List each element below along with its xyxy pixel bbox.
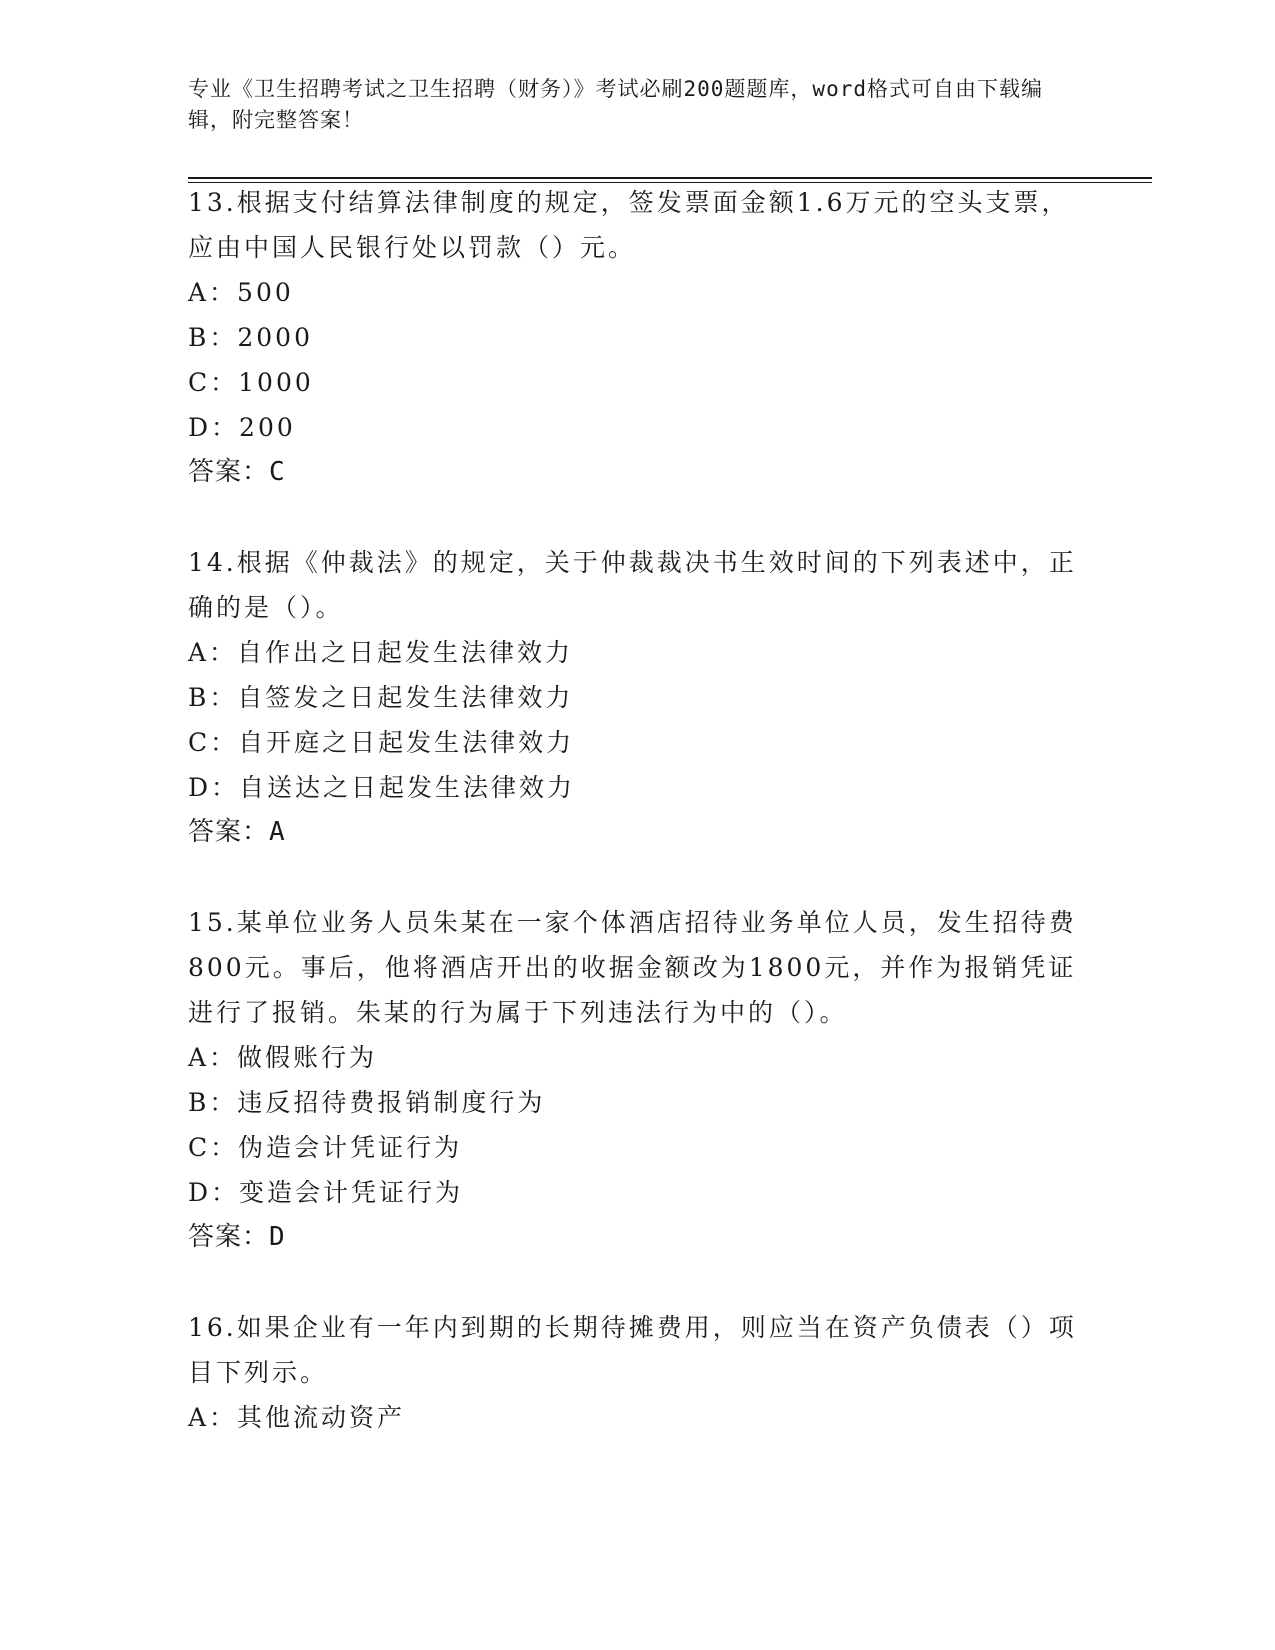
option-b: B：2000 [188, 323, 313, 352]
question-13 [188, 180, 1088, 495]
option-d: D：变造会计凭证行为 [188, 1178, 464, 1207]
document-header: 专业《卫生招聘考试之卫生招聘（财务）》考试必刷200题题库，word格式可自由下载编辑，附完整答案！ [188, 77, 1043, 132]
option-c: C：自开庭之日起发生法律效力 [188, 728, 575, 757]
option-a: A：其他流动资产 [188, 1403, 406, 1432]
question-14 [188, 540, 1088, 855]
answer-label: 答案：C [188, 457, 286, 487]
option-a: A：自作出之日起发生法律效力 [188, 638, 574, 667]
option-c: C：伪造会计凭证行为 [188, 1133, 463, 1162]
option-c: C：1000 [188, 368, 314, 397]
option-b: B：自签发之日起发生法律效力 [188, 683, 574, 712]
question-16 [188, 1305, 1088, 1440]
option-b: B：违反招待费报销制度行为 [188, 1088, 546, 1117]
question-stem: 13.根据支付结算法律制度的规定，签发票面金额1.6万元的空头支票，应由中国人民银行处以罚款（）元。 [188, 188, 1070, 262]
answer-label: 答案：D [188, 1222, 286, 1252]
question-stem: 14.根据《仲裁法》的规定，关于仲裁裁决书生效时间的下列表述中，正确的是（）。 [188, 548, 1077, 622]
question-15 [188, 900, 1088, 1260]
option-a: A：做假账行为 [188, 1043, 378, 1072]
option-d: D：200 [188, 413, 296, 442]
option-d: D：自送达之日起发生法律效力 [188, 773, 576, 802]
header-divider-thick [188, 177, 1152, 179]
question-stem: 15.某单位业务人员朱某在一家个体酒店招待业务单位人员，发生招待费800元。事后，他将酒店开出的收据金额改为1800元，并作为报销凭证进行了报销。朱某的行为属于下列违法行为中的（）。 [188, 908, 1077, 1027]
answer-label: 答案：A [188, 817, 286, 847]
question-stem: 16.如果企业有一年内到期的长期待摊费用，则应当在资产负债表（）项目下列示。 [188, 1313, 1077, 1387]
option-a: A：500 [188, 278, 294, 307]
